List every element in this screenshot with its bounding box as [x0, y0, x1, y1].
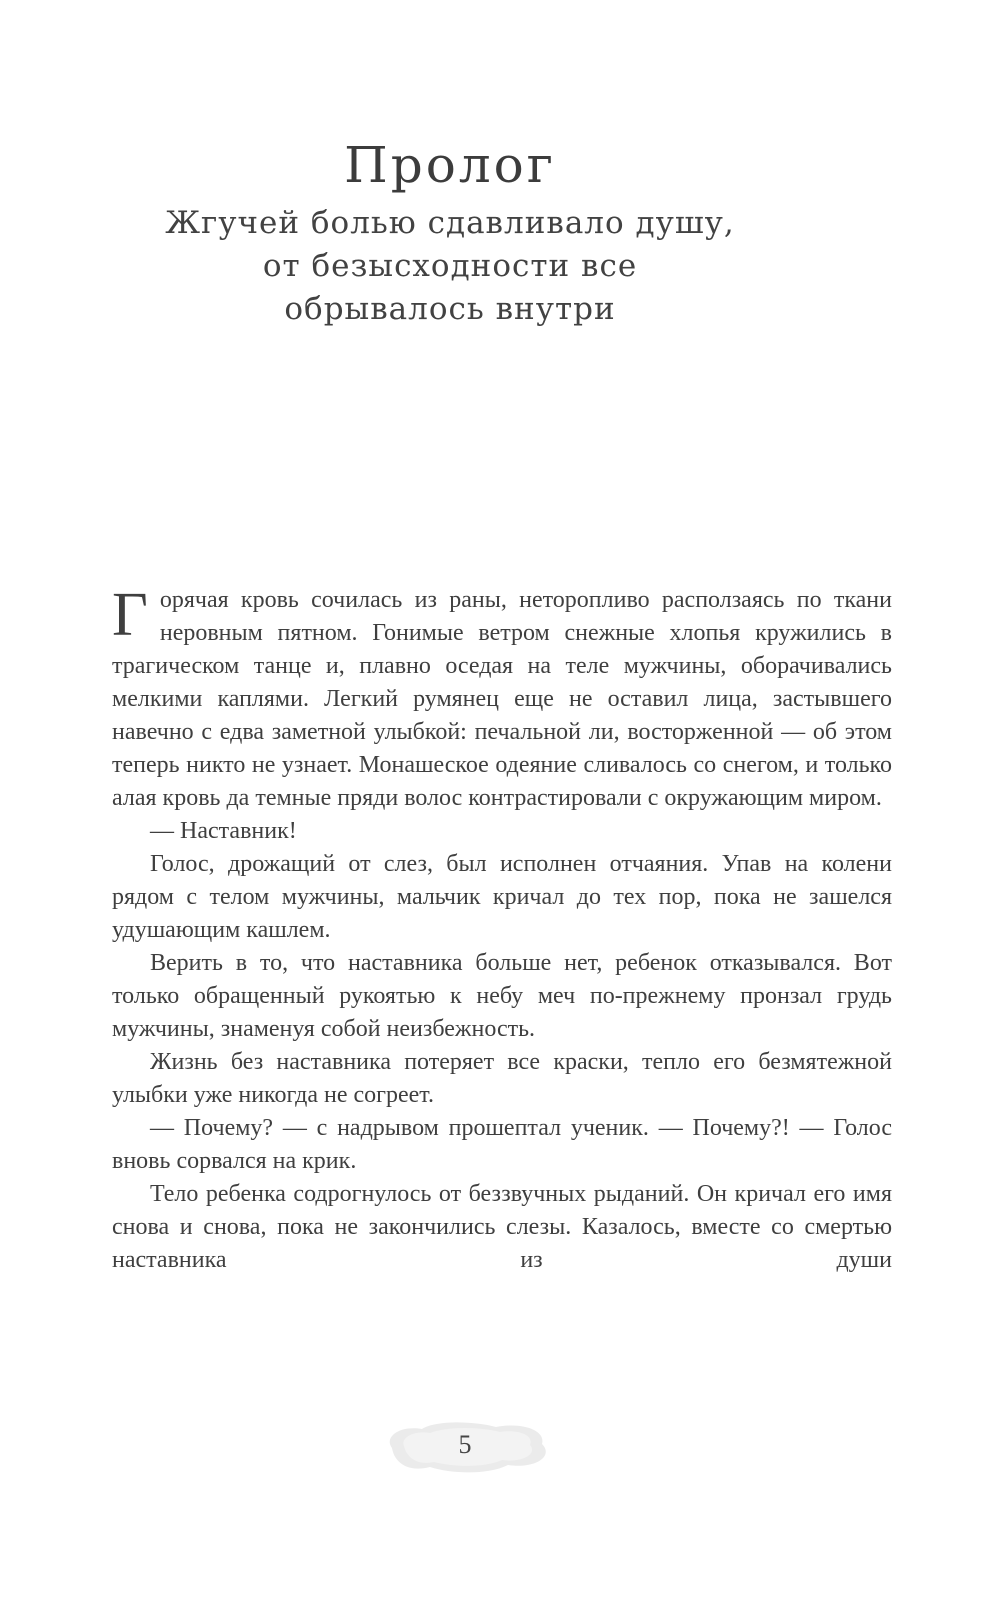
page-footer	[0, 1416, 930, 1483]
chapter-subtitle	[50, 202, 850, 331]
body-text	[112, 581, 892, 1277]
drop-cap: Г	[112, 581, 148, 649]
chapter-heading	[50, 136, 850, 331]
paragraph: Тело ребенка содрогнулось от беззвучных рыданий. Он кричал его имя снова и снова, пока не закончились слезы. Казалось, вместе со смертью наставника из души	[112, 1181, 892, 1273]
paragraph: — Почему? — с надрывом прошептал ученик. — Почему?! — Голос вновь сорвался на крик.	[112, 1115, 892, 1174]
subtitle-line-1: Жгучей болью сдавливало душу,	[165, 205, 735, 241]
page-number-area	[370, 1416, 560, 1478]
paragraph: — Наставник!	[150, 818, 297, 844]
chapter-title: Пролог	[344, 136, 556, 194]
paragraph-text: орячая кровь сочилась из раны, неторопливо расползаясь по ткани неровным пятном. Гонимые ветром снежные хлопья кружились в трагическом танце и, плавно оседая на теле мужчины, оборачивались мелкими каплями. Легкий румянец еще не оставил лица, застывшего навечно с едва заметной улыбкой: печальной ли, восторженной — об этом теперь никто не узнает. Монашеское одеяние сливалось со снегом, и только алая кровь да темные пряди волос контрастировали с окружающим миром.	[112, 587, 892, 811]
paragraph: Верить в то, что наставника больше нет, ребенок отказывался. Вот только обращенный рукоятью к небу меч по-прежнему пронзал грудь мужчины, знаменуя собой неизбежность.	[112, 950, 892, 1042]
paragraph: Голос, дрожащий от слез, был исполнен отчаяния. Упав на колени рядом с телом мужчины, мальчик кричал до тех пор, пока не зашелся удушающим кашлем.	[112, 851, 892, 943]
subtitle-line-3: обрывалось внутри	[284, 291, 616, 327]
paragraph	[112, 581, 892, 815]
subtitle-line-2: от безысходности все	[262, 248, 638, 284]
paragraph: Жизнь без наставника потеряет все краски, тепло его безмятежной улыбки уже никогда не согреет.	[112, 1049, 892, 1108]
page-number: 5	[458, 1430, 472, 1459]
